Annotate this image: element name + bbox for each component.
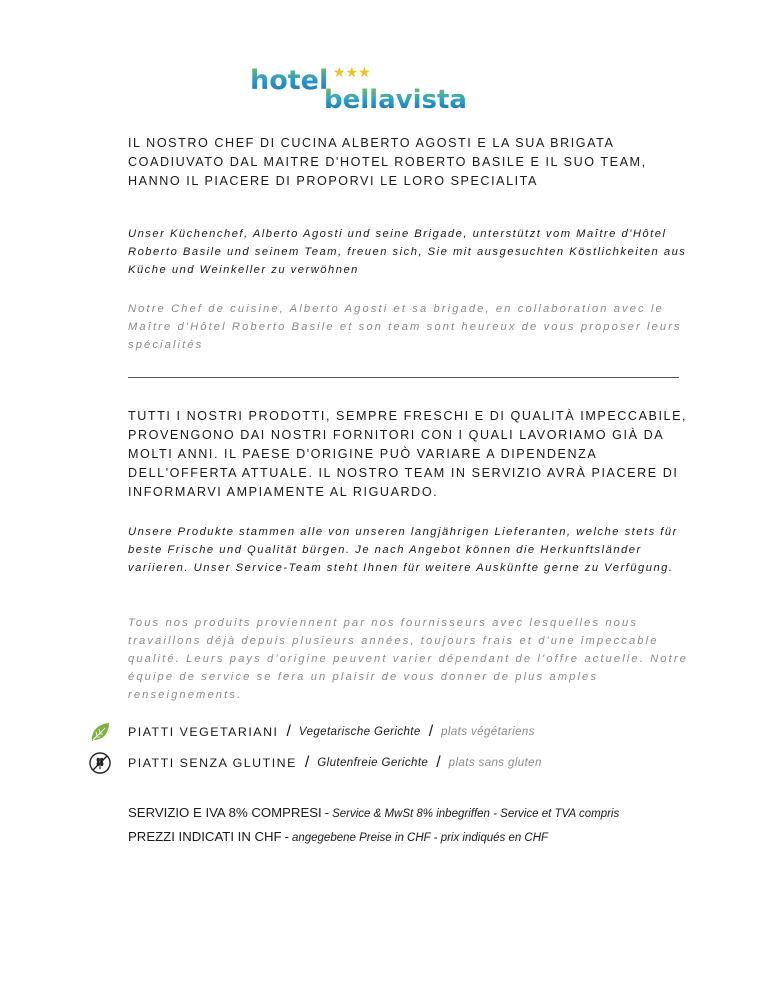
separator: / — [304, 754, 310, 771]
legend-vegetarian-it: PIATTI VEGETARIANI — [128, 725, 279, 739]
intro-german: Unser Küchenchef, Alberto Agosti und seine Brigade, unterstützt vom Maître d'Hôtel Roberto Basile und seinem Team, freuen sich, Sie mit ausgesuchten Köstlichkeiten aus Küche und Weinkeller zu verwöhnen — [128, 228, 687, 276]
service-italian: SERVIZIO E IVA 8% COMPRESI — [128, 805, 322, 820]
gluten-free-icon — [88, 751, 112, 775]
service-dash: - — [324, 805, 330, 820]
products-french: Tous nos produits proviennent par nos fournisseurs avec lesquelles nous travaillons déjà depuis plusieurs années, toujours frais et d'une impeccable qualité. Leurs pays d'origine peuvent varier dépendant de l'offre actuelle. Notre équipe de service se fera un plaisir de vous donner de plus amples renseignements. — [128, 617, 688, 701]
legend-vegetarian — [128, 721, 688, 743]
prices-italian: PREZZI INDICATI IN CHF — [128, 829, 282, 844]
leaf-icon — [88, 720, 112, 744]
legend-gluten-free — [128, 752, 688, 774]
prices-translations: angegebene Preise in CHF - prix indiqués en CHF — [291, 832, 549, 844]
separator: / — [436, 754, 441, 771]
legend-vegetarian-de: Vegetarische Gerichte — [298, 726, 421, 738]
separator: / — [286, 723, 291, 740]
service-line — [128, 805, 728, 820]
hotel-bellavista-logo — [248, 62, 484, 110]
legend-gluten-free-de: Glutenfreie Gerichte — [317, 757, 429, 769]
legend-gluten-free-it: PIATTI SENZA GLUTINE — [128, 756, 297, 770]
prices-dash: - — [284, 829, 289, 844]
products-german: Unsere Produkte stammen alle von unseren langjährigen Lieferanten, welche stets für beste Frische und Qualität bürgen. Je nach Angebot können die Herkunftsländer variieren. Unser Service-Team steht Ihnen für weitere Auskünfte gerne zu Verfügung. — [128, 526, 678, 574]
logo-word-bellavista: bellavista — [324, 85, 467, 110]
intro-french: Notre Chef de cuisine, Alberto Agosti et sa brigade, en collaboration avec le Maître d'Hôtel Roberto Basile et son team sont heureux de vous proposer leurs spécialités — [128, 303, 682, 351]
products-italian: TUTTI I NOSTRI PRODOTTI, SEMPRE FRESCHI E DI QUALITÀ IMPECCABILE, PROVENGONO DAI NOSTRI FORNITORI CON I QUALI LAVORIAMO GIÀ DA MOLTI ANNI. IL PAESE D'ORIGINE PUÒ VARIARE A DIPENDENZA DELL'OFFERTA ATTUALE. IL NOSTRO TEAM IN SERVIZIO AVRÀ PIACERE DI INFORMARVI AMPIAMENTE AL RIGUARDO. — [128, 409, 688, 499]
service-translations: Service & MwSt 8% inbegriffen - Service et TVA compris — [332, 808, 620, 820]
logo-stars: ★★★ — [333, 65, 371, 81]
logo-word-hotel: hotel — [250, 65, 329, 96]
legend-gluten-free-fr: plats sans gluten — [448, 757, 542, 769]
divider-line — [128, 377, 679, 378]
prices-line — [128, 829, 728, 844]
intro-italian: IL NOSTRO CHEF DI CUCINA ALBERTO AGOSTI E LA SUA BRIGATA COADIUVATO DAL MAITRE D'HOTEL ROBERTO BASILE E IL SUO TEAM, HANNO IL PIACERE DI PROPORVI LE LORO SPECIALITA — [128, 136, 647, 188]
separator: / — [428, 723, 434, 740]
legend-vegetarian-fr: plats végétariens — [441, 726, 535, 738]
